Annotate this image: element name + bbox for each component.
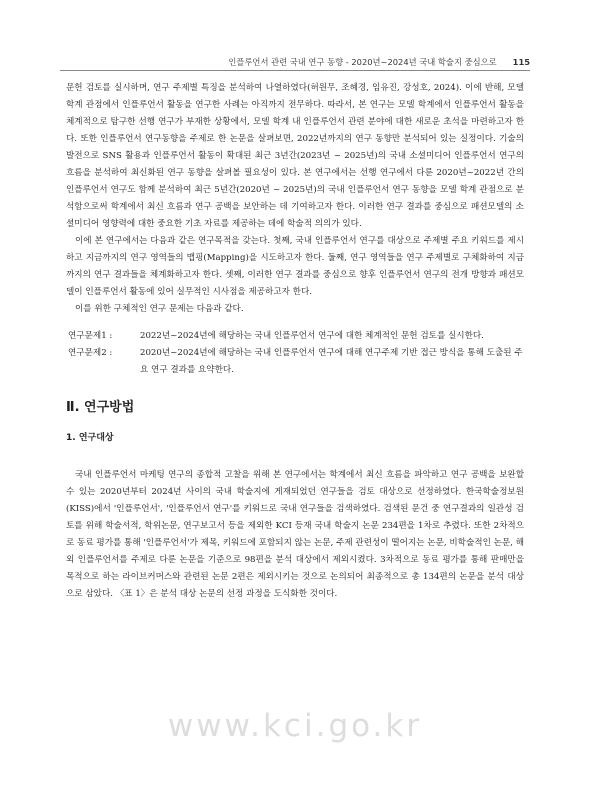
running-title: 인플루언서 관련 국내 연구 동향 - 2020년~2024년 국내 학술지 중심으로 (228, 57, 497, 67)
section-heading: Ⅱ. 연구방법 (66, 400, 135, 415)
method-paragraph: 국내 인플루언서 마케팅 연구의 종합적 고찰을 위해 본 연구에서는 학계에서 최신 흐름을 파악하고 연구 공백을 보완할 수 있는 2020년부터 2024년 사이의 국내 학술지에 게재되었던 연구들을 검토 대상으로 선정하였다. 한국학술정보원(KISS)에서 '인플루언서', '인플루언서 연구'를 키워드로 국내 연구들을 검색하였다. 검색된 문건 중 연구결과의 일관성 검토를 위해 학술서적, 학위논문, 연구보고서 등을 제외한 KCI 등재 국내 학술지 논문 234편을 1차로 추렸다. 또한 2차적으로 동료 평가를 통해 '인플루언서'가 제목, 키워드에 포함되지 않는 논문, 주제 관련성이 떨어지는 논문, 비학술적인 논문, 해외 인플루언서를 주제로 다룬 논문을 기준으로 98편을 분석 대상에서 제외시켰다. 3차적으로 동료 평가를 통해 판매만을 목적으로 하는 라이브커머스와 관련된 논문 2편은 제외시키는 것으로 논의되어 최종적으로 총 134편의 논문을 분석 대상으로 삼았다. 〈표 1〉은 분석 대상 논문의 선정 과정을 도식화한 것이다. (66, 470, 524, 599)
subsection-heading: 1. 연구대상 (66, 433, 114, 443)
research-questions (66, 328, 524, 379)
header-rule (60, 70, 530, 71)
research-question-label: 연구문제1 : (68, 331, 113, 341)
intro-paragraph: 문헌 검토를 실시하며, 연구 주제별 특징을 분석하여 나열하였다(허원무, 조혜경, 임유진, 강성호, 2024). 이에 반해, 모델 학계 관점에서 인플루언서 활동을 연구한 사례는 아직까지 전무하다. 따라서, 본 연구는 모델 학계에서 인플루언서 활동을 체계적으로 탐구한 선행 연구가 부재한 상황에서, 모델 학계 내 인플루언서 관련 분야에 대한 새로운 초석을 마련하고자 한다. 또한 인플루언서 연구동향을 주제로 한 논문을 살펴보면, 2022년까지의 연구 동향만 분석되어 있는 실정이다. 기술의 발전으로 SNS 활용과 인플루언서 활동이 확대된 최근 3년간(2023년 ~ 2025년)의 국내 소셜미디어 인플루언서 연구의 흐름을 분석하여 최신화된 연구 동향을 살펴볼 필요성이 있다. 본 연구에서는 선행 연구에서 다룬 2020년~2022년 간의 인플루언서 연구도 함께 분석하여 최근 5년간(2020년 ~ 2025년)의 국내 인플루언서 연구 동향을 모델 학계 관점으로 분석함으로써 학계에서 최신 흐름과 연구 공백을 보안하는 데 기여하고자 한다. 이러한 연구 결과를 중심으로 패션모델의 소셜미디어 영향력에 대한 중요한 기초 자료를 제공하는 데에 학술적 의의가 있다. (66, 83, 524, 229)
research-question-text: 2022년~2024년에 해당하는 국내 인플루언서 연구에 대한 체계적인 문헌 검토를 실시한다. (140, 331, 484, 341)
research-question-text: 2020년~2024년에 해당하는 국내 인플루언서 연구에 대해 연구주제 기반 접근 방식을 통해 도출된 주요 연구 결과를 요약한다. (140, 348, 523, 375)
article-body (66, 80, 524, 603)
intro-paragraph: 이에 본 연구에서는 다음과 같은 연구목적을 갖는다. 첫째, 국내 인플루언서 연구를 대상으로 주제별 주요 키워드를 제시하고 지금까지의 연구 영역들의 맵핑(Mapping)을 시도하고자 한다. 둘째, 연구 영역들을 연구 주제별로 구체화하여 지금까지의 연구 결과들을 체계화하고자 한다. 셋째, 이러한 연구 결과를 중심으로 향후 인플루언서 연구의 전개 방향과 패션모델이 인플루언서 활동에 있어 실무적인 시사점을 제공하고자 한다. (66, 236, 524, 297)
research-question (66, 328, 524, 345)
intro-paragraph: 이를 위한 구체적인 연구 문제는 다음과 같다. (75, 304, 244, 314)
research-question (66, 345, 524, 379)
research-question-label: 연구문제2 : (68, 348, 113, 358)
watermark: www.kci.go.kr (167, 708, 423, 744)
page-number: 115 (512, 57, 530, 67)
running-header (60, 56, 530, 68)
